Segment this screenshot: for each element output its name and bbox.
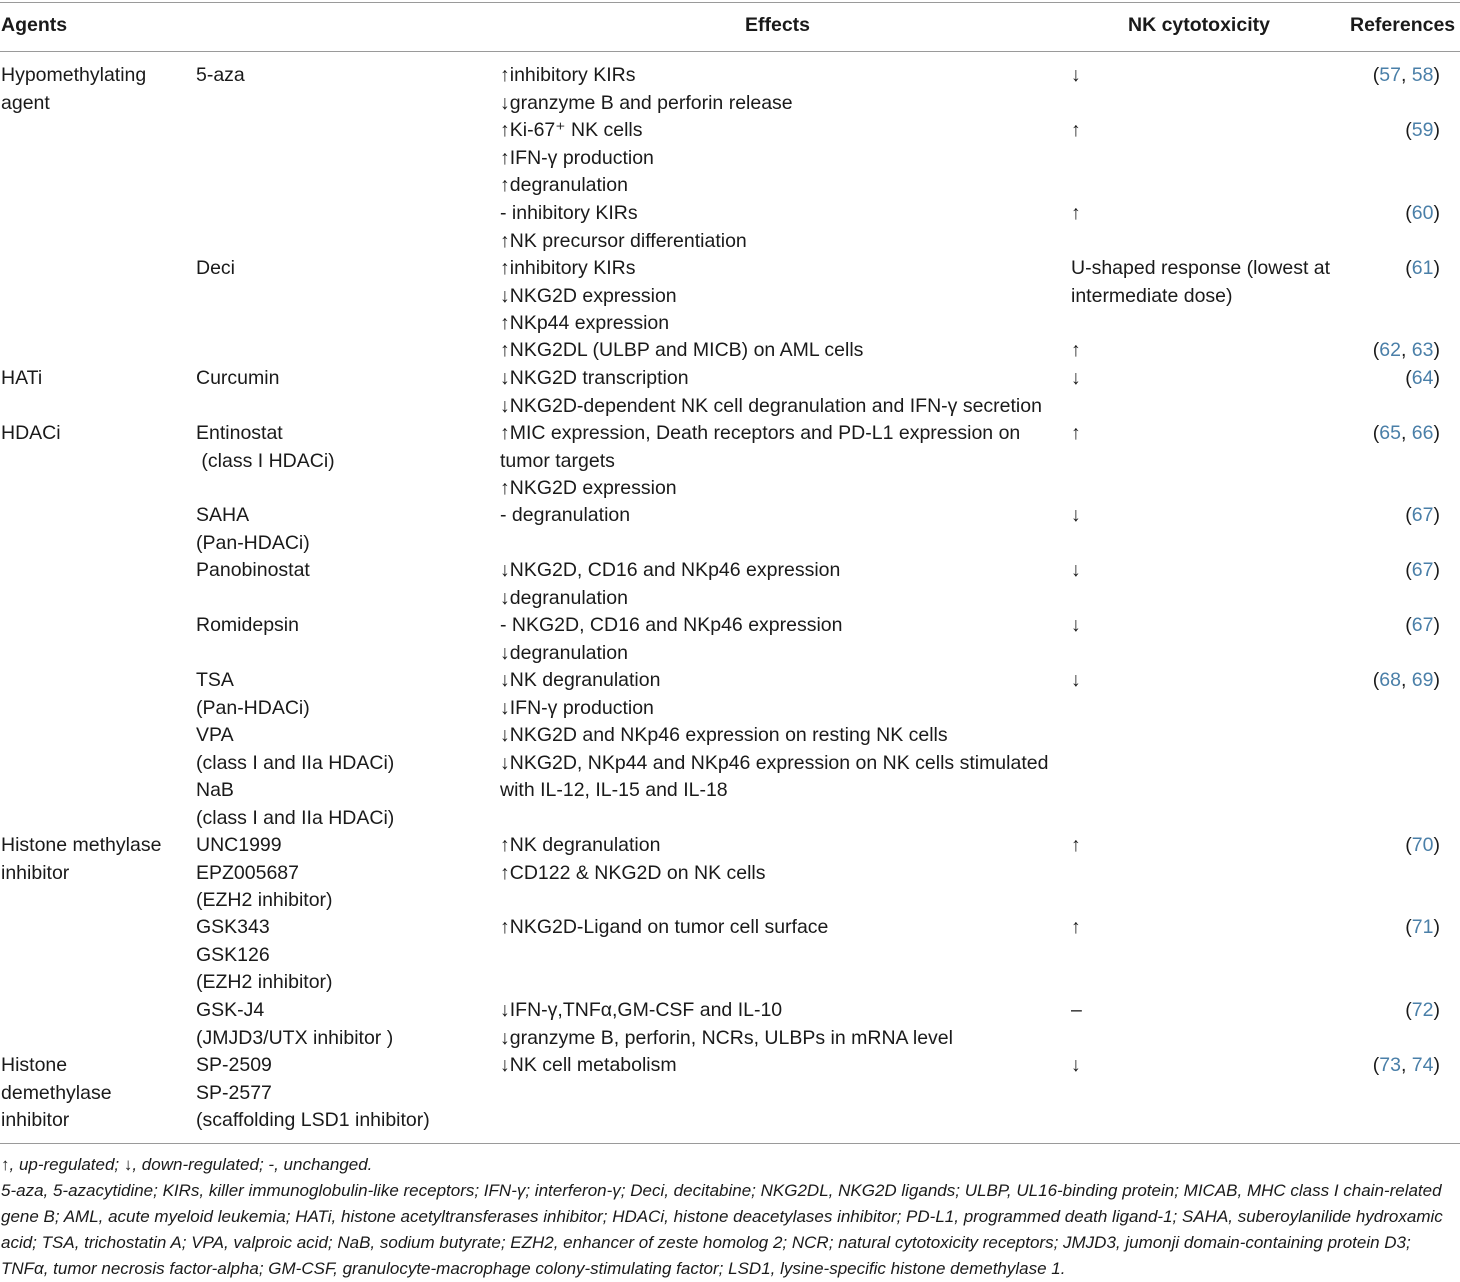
reference-cell: (71)	[1405, 916, 1440, 938]
reference-cell: (72)	[1405, 999, 1440, 1021]
reference-link[interactable]: 74	[1411, 1054, 1434, 1076]
reference-link[interactable]: 64	[1411, 367, 1434, 389]
reference-link[interactable]: 59	[1411, 119, 1434, 141]
nk-cytotoxicity-value: ↑	[1071, 119, 1081, 141]
effects-text: - NKG2D, CD16 and NKp46 expression ↓degranulation	[500, 614, 843, 664]
agent-class: Hypomethylating agent	[1, 64, 147, 114]
effects-text: ↑NKG2D-Ligand on tumor cell surface	[500, 916, 829, 938]
reference-cell: (65, 66)	[1372, 422, 1440, 444]
effects-text: ↓NKG2D, CD16 and NKp46 expression ↓degranulation	[500, 559, 841, 609]
reference-cell: (57, 58)	[1372, 64, 1440, 86]
reference-link[interactable]: 61	[1411, 257, 1434, 279]
effects-text: - degranulation	[500, 504, 631, 526]
effects-text: ↑NK degranulation ↑CD122 & NKG2D on NK cells	[500, 834, 766, 884]
nk-cytotoxicity-value: ↓	[1071, 614, 1081, 636]
agent-name: TSA (Pan-HDACi) VPA (class I and IIa HDACi) NaB (class I and IIa HDACi)	[196, 669, 395, 829]
header-agents: Agents	[1, 14, 68, 36]
effects-text: ↓NK cell metabolism	[500, 1054, 677, 1076]
reference-link[interactable]: 70	[1411, 834, 1434, 856]
nk-cytotoxicity-value: ↑	[1071, 422, 1081, 444]
agent-class: HATi	[1, 367, 43, 389]
effects-text: ↑Ki-67⁺ NK cells ↑IFN-γ production ↑degranulation	[500, 119, 654, 196]
reference-link[interactable]: 62	[1379, 339, 1401, 361]
header-effects: Effects	[745, 14, 811, 36]
footnote-abbreviations: 5-aza, 5-azacytidine; KIRs, killer immunoglobulin-like receptors; IFN-γ; interferon-γ; Deci, decitabine; NKG2DL, NKG2D ligands; ULBP, UL16-binding protein; MICAB, MHC class I chain-related gene B; AML, acute myeloid leukemia; HATi, histone acetyltransferases inhibitor; HDACi, histone deacetylases inhibitor; PD-L1, programmed death ligand-1; SAHA, suberoylanilide hydroxamic acid; TSA, trichostatin A; VPA, valproic acid; NaB, sodium butyrate; EZH2, enhancer of zeste homolog 2; NCR; natural cytotoxicity receptors; JMJD3, jumonji domain-containing protein D3; TNFα, tumor necrosis factor-alpha; GM-CSF, granulocyte-macrophage colony-stimulating factor; LSD1, lysine-specific histone demethylase 1.	[1, 1181, 1443, 1278]
reference-link[interactable]: 67	[1411, 614, 1434, 636]
agent-name: SAHA (Pan-HDACi)	[196, 504, 310, 554]
table-top-rule	[0, 2, 1460, 3]
reference-cell: (67)	[1405, 504, 1440, 526]
reference-cell: (62, 63)	[1372, 339, 1440, 361]
reference-cell: (73, 74)	[1372, 1054, 1440, 1076]
reference-link[interactable]: 69	[1411, 669, 1434, 691]
reference-cell: (64)	[1405, 367, 1440, 389]
reference-link[interactable]: 63	[1411, 339, 1434, 361]
reference-cell: (59)	[1405, 119, 1440, 141]
reference-link[interactable]: 67	[1411, 504, 1434, 526]
effects-text: ↓NKG2D transcription ↓NKG2D-dependent NK cell degranulation and IFN-γ secretion	[500, 367, 1042, 417]
effects-text: - inhibitory KIRs ↑NK precursor differentiation	[500, 202, 747, 252]
agent-class: HDACi	[1, 422, 61, 444]
nk-cytotoxicity-value: ↓	[1071, 559, 1081, 581]
nk-cytotoxicity-value: ↑	[1071, 339, 1081, 361]
reference-cell: (70)	[1405, 834, 1440, 856]
reference-link[interactable]: 65	[1379, 422, 1401, 444]
header-nk-cytotoxicity: NK cytotoxicity	[1128, 14, 1270, 36]
reference-cell: (61)	[1405, 257, 1440, 279]
agent-name: Deci	[196, 257, 236, 279]
reference-cell: (67)	[1405, 614, 1440, 636]
reference-link[interactable]: 58	[1411, 64, 1434, 86]
footnote-legend: ↑, up-regulated; ↓, down-regulated; -, unchanged.	[1, 1155, 373, 1174]
reference-cell: (67)	[1405, 559, 1440, 581]
agent-name: Entinostat (class I HDACi)	[196, 422, 335, 472]
agent-name: GSK-J4 (JMJD3/UTX inhibitor )	[196, 999, 394, 1049]
agent-name: SP-2509 SP-2577 (scaffolding LSD1 inhibitor)	[196, 1054, 430, 1131]
nk-cytotoxicity-value: ↓	[1071, 669, 1081, 691]
reference-link[interactable]: 66	[1411, 422, 1434, 444]
agent-name: 5-aza	[196, 64, 245, 86]
nk-cytotoxicity-value: ↑	[1071, 834, 1081, 856]
header-rule	[0, 51, 1460, 52]
header-references: References	[1350, 14, 1456, 36]
agent-name: GSK343 GSK126 (EZH2 inhibitor)	[196, 916, 333, 993]
agent-class: Histone methylase inhibitor	[1, 834, 162, 884]
reference-link[interactable]: 71	[1411, 916, 1434, 938]
table-bottom-rule	[0, 1143, 1460, 1144]
reference-cell: (68, 69)	[1372, 669, 1440, 691]
reference-link[interactable]: 57	[1379, 64, 1401, 86]
nk-cytotoxicity-value: ↓	[1071, 1054, 1081, 1076]
nk-cytotoxicity-value: ↓	[1071, 64, 1081, 86]
reference-link[interactable]: 68	[1379, 669, 1401, 691]
reference-cell: (60)	[1405, 202, 1440, 224]
agent-class: Histone demethylase inhibitor	[1, 1054, 112, 1131]
agent-name: UNC1999 EPZ005687 (EZH2 inhibitor)	[196, 834, 333, 911]
agent-name: Curcumin	[196, 367, 280, 389]
effects-text: ↑MIC expression, Death receptors and PD-L1 expression on tumor targets ↑NKG2D expression	[500, 422, 1021, 499]
nk-cytotoxicity-value: ↑	[1071, 916, 1081, 938]
effects-text: ↓NK degranulation ↓IFN-γ production ↓NKG2D and NKp46 expression on resting NK cells ↓NKG2D, NKp44 and NKp46 expression on NK cells stimulated with IL-12, IL-15 and IL-18	[500, 669, 1049, 801]
effects-text: ↓IFN-γ,TNFα,GM-CSF and IL-10 ↓granzyme B, perforin, NCRs, ULBPs in mRNA level	[500, 999, 953, 1049]
reference-link[interactable]: 73	[1379, 1054, 1401, 1076]
nk-cytotoxicity-value: –	[1071, 999, 1082, 1021]
nk-cytotoxicity-value: ↓	[1071, 504, 1081, 526]
agent-name: Panobinostat	[196, 559, 310, 581]
nk-cytotoxicity-value: ↑	[1071, 202, 1081, 224]
nk-cytotoxicity-value: U-shaped response (lowest at intermediate dose)	[1071, 257, 1331, 307]
reference-link[interactable]: 72	[1411, 999, 1434, 1021]
reference-link[interactable]: 67	[1411, 559, 1434, 581]
effects-text: ↑inhibitory KIRs ↓granzyme B and perforin release	[500, 64, 793, 114]
nk-cytotoxicity-value: ↓	[1071, 367, 1081, 389]
agent-name: Romidepsin	[196, 614, 299, 636]
reference-link[interactable]: 60	[1411, 202, 1434, 224]
effects-text: ↑inhibitory KIRs ↓NKG2D expression ↑NKp44 expression	[500, 257, 677, 334]
effects-text: ↑NKG2DL (ULBP and MICB) on AML cells	[500, 339, 864, 361]
